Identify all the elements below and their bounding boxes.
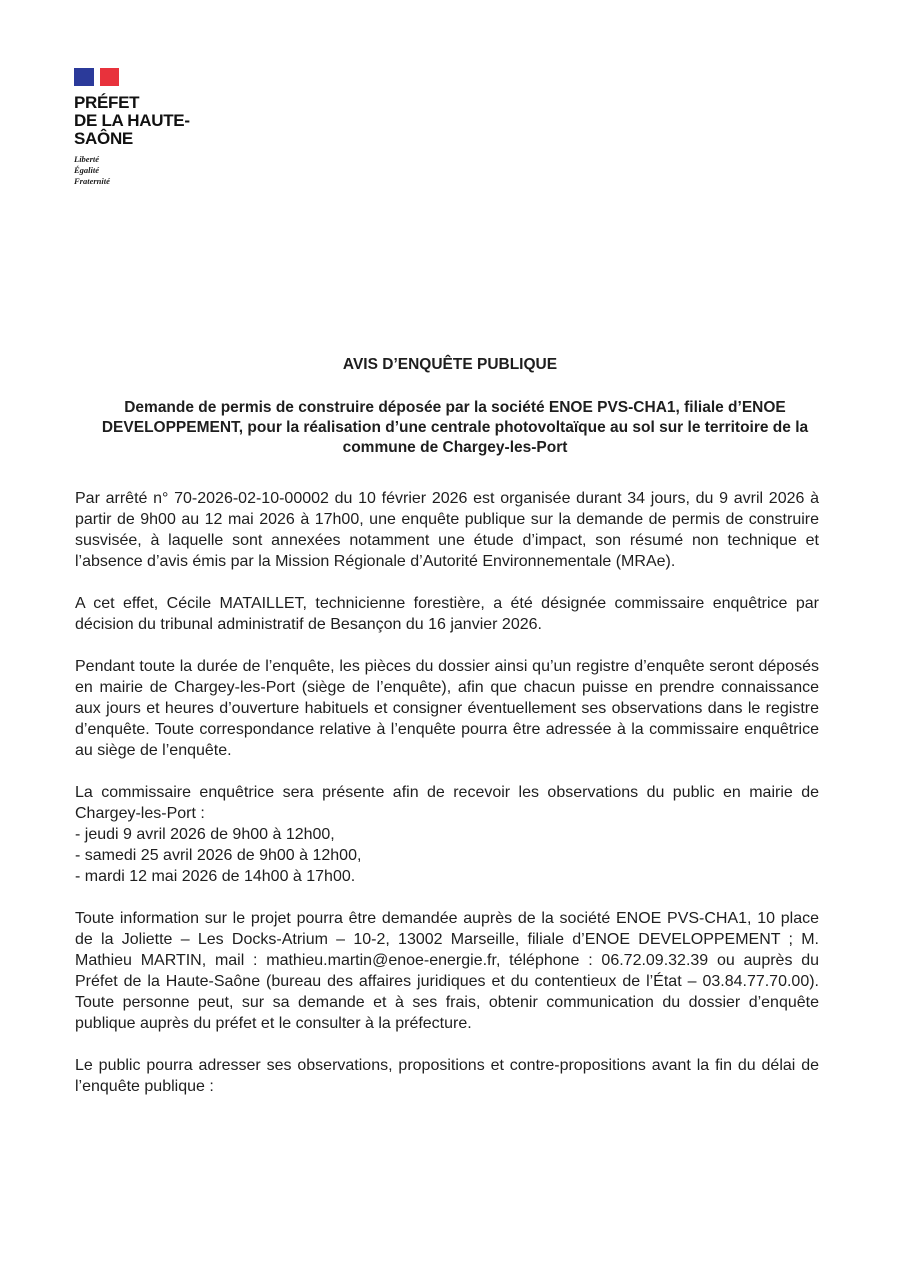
authority-line: PRÉFET	[74, 93, 140, 112]
list-item: - samedi 25 avril 2026 de 9h00 à 12h00,	[75, 847, 362, 864]
motto-line: Fraternité	[74, 176, 110, 186]
permanences-list	[75, 824, 819, 887]
authority-name	[74, 94, 190, 148]
prefecture-logo	[74, 68, 190, 187]
paragraph-observations: Le public pourra adresser ses observations, propositions et contre-propositions avant la fin du délai de l’enquête publique :	[75, 1057, 819, 1095]
paragraph-information: Toute information sur le projet pourra être demandée auprès de la société ENOE PVS-CHA1, 10 place de la Joliette – Les Docks-Atrium – 10-2, 13002 Marseille, filiale d’ENOE DEVELOPPEMENT ; M. Mathieu MARTIN, mail : mathieu.martin@enoe-energie.fr, téléphone : 06.72.09.32.39 ou auprès du Préfet de la Haute-Saône (bureau des affaires juridiques et du contentieux de l’État – 03.84.77.70.00). Toute personne peut, sur sa demande et à ses frais, obtenir communication du dossier d’enquête publique auprès du préfet et le consulter à la préfecture.	[75, 910, 819, 1032]
list-item: - jeudi 9 avril 2026 de 9h00 à 12h00,	[75, 826, 335, 843]
authority-line: SAÔNE	[74, 129, 133, 148]
motto-line: Liberté	[74, 154, 100, 164]
republic-motto	[74, 154, 190, 187]
document-subtitle: Demande de permis de construire déposée par la société ENOE PVS-CHA1, filiale d’ENOE DEVELOPPEMENT, pour la réalisation d’une centrale photovoltaïque au sol sur le territoire de la commune de Chargey-les-Port	[101, 399, 809, 456]
marianne-flag-icon	[74, 68, 119, 86]
list-item: - mardi 12 mai 2026 de 14h00 à 17h00.	[75, 868, 356, 885]
authority-line: DE LA HAUTE-	[74, 111, 190, 130]
document-body	[75, 488, 819, 1118]
paragraph-permanences-intro: La commissaire enquêtrice sera présente afin de recevoir les observations du public en mairie de Chargey-les-Port :	[75, 784, 819, 822]
paragraph-dossier: Pendant toute la durée de l’enquête, les pièces du dossier ainsi qu’un registre d’enquête seront déposés en mairie de Chargey-les-Port (siège de l’enquête), afin que chacun puisse en prendre connaissance aux jours et heures d’ouverture habituels et consigner éventuellement ses observations dans le registre d’enquête. Toute correspondance relative à l’enquête pourra être adressée à la commissaire enquêtrice au siège de l’enquête.	[75, 658, 819, 759]
paragraph-commissaire: A cet effet, Cécile MATAILLET, technicienne forestière, a été désignée commissaire enquêtrice par décision du tribunal administratif de Besançon du 16 janvier 2026.	[75, 595, 819, 633]
motto-line: Égalité	[74, 165, 100, 175]
document-title: AVIS D’ENQUÊTE PUBLIQUE	[342, 356, 558, 373]
paragraph-arrete: Par arrêté n° 70-2026-02-10-00002 du 10 février 2026 est organisée durant 34 jours, du 9 avril 2026 à partir de 9h00 au 12 mai 2026 à 17h00, une enquête publique sur la demande de permis de construire susvisée, à laquelle sont annexées notamment une étude d’impact, son résumé non technique et l’absence d’avis émis par la Mission Régionale d’Autorité Environnementale (MRAe).	[75, 490, 819, 570]
